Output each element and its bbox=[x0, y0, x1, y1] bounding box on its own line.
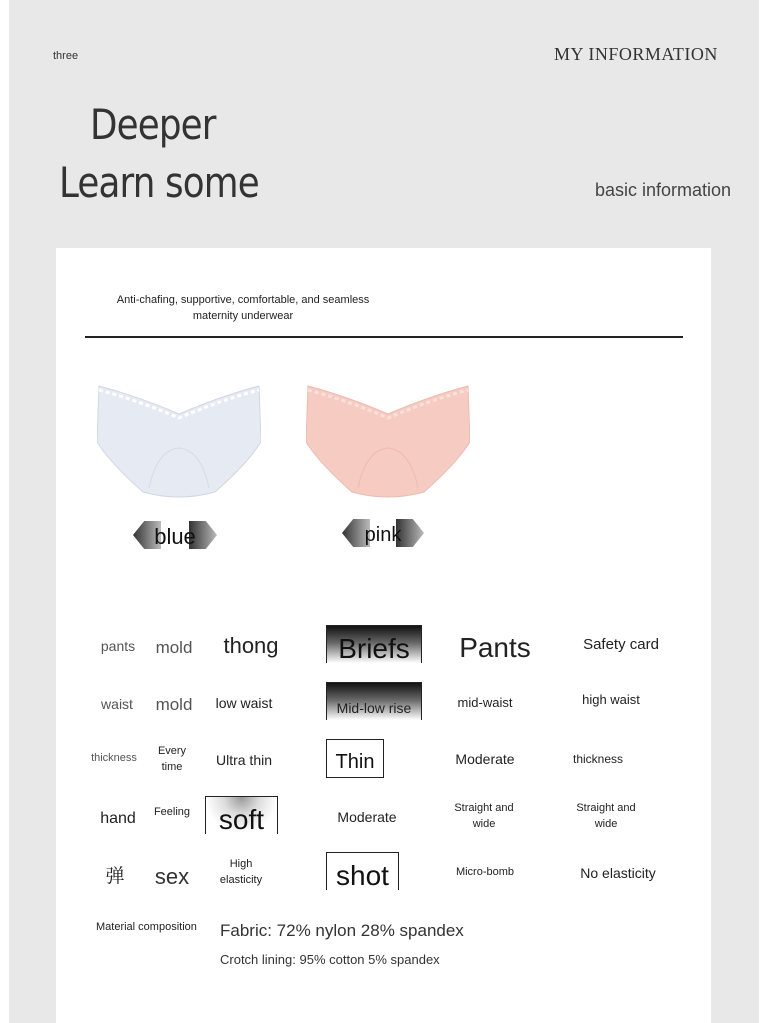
color-tag-pink bbox=[342, 518, 424, 548]
pants-type: mold bbox=[155, 638, 193, 657]
waist-type: mold bbox=[155, 695, 193, 714]
color-label-blue: blue bbox=[154, 524, 196, 549]
hand-selected-text: soft bbox=[218, 804, 265, 835]
elasticity-label: 弹 bbox=[105, 866, 125, 887]
pants-option-briefs-selected bbox=[326, 625, 422, 663]
crotch-lining-composition: Crotch lining: 95% cotton 5% spandex bbox=[220, 952, 440, 967]
waist-option-high: high waist bbox=[582, 692, 640, 707]
pants-label: pants bbox=[100, 638, 136, 654]
fabric-composition: Fabric: 72% nylon 28% spandex bbox=[220, 921, 464, 940]
waist-label: waist bbox=[101, 696, 133, 712]
divider bbox=[85, 336, 683, 338]
pants-option-safety-card: Safety card bbox=[583, 636, 659, 653]
hand-option-straight-wide-1: Straight and wide bbox=[454, 802, 514, 830]
pink-underwear-image bbox=[306, 384, 470, 500]
elasticity-option-shot-selected bbox=[326, 852, 399, 890]
hand-option-moderate: Moderate bbox=[337, 809, 397, 825]
pants-option-pants: Pants bbox=[459, 632, 531, 663]
thickness-label: thickness bbox=[91, 752, 137, 764]
thickness-option-ultra-thin: Ultra thin bbox=[215, 752, 273, 768]
waist-option-mid: mid-waist bbox=[457, 695, 513, 710]
elasticity-type: sex bbox=[154, 864, 190, 889]
elasticity-option-high: High elasticity bbox=[219, 858, 263, 886]
thickness-option-thick: thickness bbox=[572, 752, 624, 766]
hand-type: Feeling bbox=[153, 806, 191, 818]
waist-option-mid-low-selected bbox=[326, 682, 422, 720]
material-label: Material composition bbox=[96, 921, 197, 933]
hand-option-straight-wide-2: Straight and wide bbox=[576, 802, 636, 830]
color-tag-blue bbox=[133, 520, 217, 550]
pants-option-thong: thong bbox=[223, 633, 279, 658]
hand-option-soft-selected bbox=[205, 796, 278, 834]
thickness-type: Every time bbox=[157, 745, 187, 773]
elasticity-option-micro: Micro-bomb bbox=[455, 866, 515, 878]
elasticity-option-none: No elasticity bbox=[580, 865, 656, 881]
elasticity-selected-text: shot bbox=[336, 860, 389, 891]
section-title: MY INFORMATION bbox=[554, 44, 718, 64]
thickness-option-moderate: Moderate bbox=[455, 751, 515, 767]
heading-line-1: Deeper bbox=[90, 100, 216, 149]
waist-option-low: low waist bbox=[215, 695, 273, 711]
thickness-option-thin-selected bbox=[326, 739, 384, 778]
color-label-pink: pink bbox=[364, 524, 402, 546]
product-tagline: Anti-chafing, supportive, comfortable, and seamless maternity underwear bbox=[116, 294, 370, 322]
thickness-selected-text: Thin bbox=[335, 751, 375, 773]
page-number: three bbox=[53, 50, 79, 62]
heading-line-2: Learn some bbox=[59, 158, 259, 207]
pants-selected-text: Briefs bbox=[338, 633, 410, 664]
blue-underwear-image bbox=[97, 384, 261, 500]
hand-label: hand bbox=[100, 810, 136, 827]
subheading: basic information bbox=[595, 180, 732, 200]
waist-selected-text: Mid-low rise bbox=[336, 700, 412, 716]
